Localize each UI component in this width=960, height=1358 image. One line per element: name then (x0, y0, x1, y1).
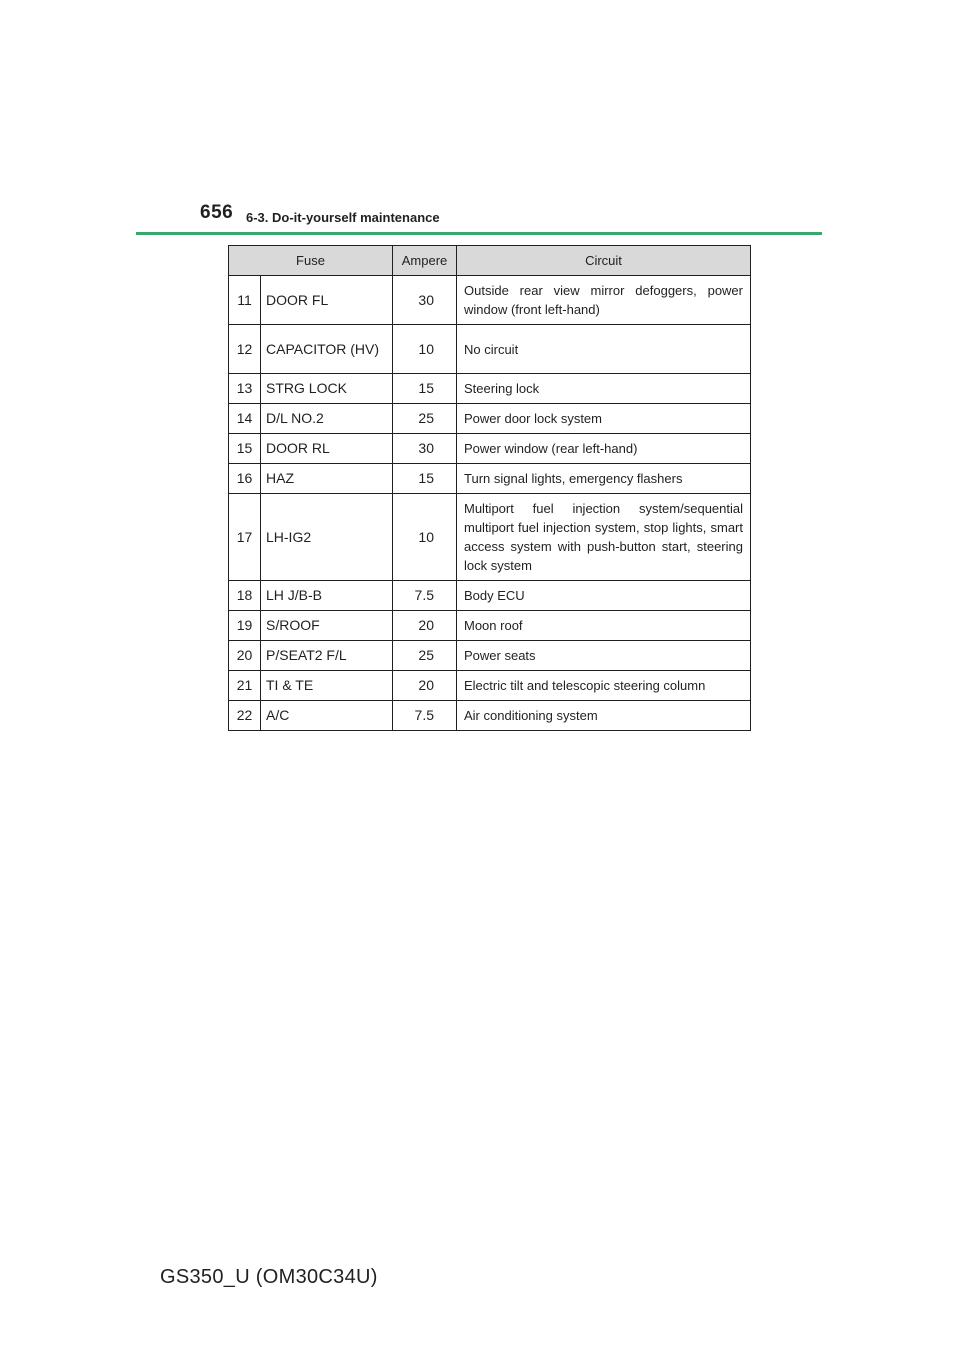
fuse-circuit: Steering lock (457, 374, 751, 404)
fuse-ampere: 7.5 (393, 701, 457, 731)
fuse-ampere: 25 (393, 641, 457, 671)
table-row (229, 276, 751, 325)
fuse-number: 19 (229, 611, 261, 641)
fuse-name: LH-IG2 (261, 494, 393, 581)
fuse-table (228, 245, 751, 731)
fuse-circuit: Air conditioning system (457, 701, 751, 731)
fuse-name: LH J/B-B (261, 581, 393, 611)
fuse-circuit: Turn signal lights, emergency flashers (457, 464, 751, 494)
fuse-circuit: Multiport fuel injection system/sequential multiport fuel injection system, stop lights, smart access system with push-button start, steering lock system (457, 494, 751, 581)
fuse-circuit: Power door lock system (457, 404, 751, 434)
table-row (229, 611, 751, 641)
table-row (229, 325, 751, 374)
table-row (229, 374, 751, 404)
fuse-number: 15 (229, 434, 261, 464)
fuse-number: 14 (229, 404, 261, 434)
table-row (229, 701, 751, 731)
table-row (229, 404, 751, 434)
fuse-name: DOOR FL (261, 276, 393, 325)
table-row (229, 671, 751, 701)
fuse-ampere: 30 (393, 434, 457, 464)
footer-model-code: GS350_U (OM30C34U) (160, 1266, 378, 1288)
column-header-ampere: Ampere (393, 246, 457, 276)
fuse-name: HAZ (261, 464, 393, 494)
fuse-number: 18 (229, 581, 261, 611)
fuse-number: 13 (229, 374, 261, 404)
table-row (229, 464, 751, 494)
header-divider (136, 232, 822, 235)
fuse-name: TI & TE (261, 671, 393, 701)
fuse-number: 12 (229, 325, 261, 374)
fuse-circuit: Power seats (457, 641, 751, 671)
fuse-number: 22 (229, 701, 261, 731)
fuse-circuit: Body ECU (457, 581, 751, 611)
fuse-circuit: Electric tilt and telescopic steering column (457, 671, 751, 701)
section-title: 6-3. Do-it-yourself maintenance (246, 210, 440, 225)
fuse-number: 16 (229, 464, 261, 494)
fuse-name: STRG LOCK (261, 374, 393, 404)
fuse-number: 17 (229, 494, 261, 581)
fuse-number: 11 (229, 276, 261, 325)
page-number: 656 (200, 202, 234, 223)
fuse-name: A/C (261, 701, 393, 731)
table-row (229, 434, 751, 464)
fuse-name: DOOR RL (261, 434, 393, 464)
fuse-number: 21 (229, 671, 261, 701)
fuse-name: CAPACITOR (HV) (261, 325, 393, 374)
fuse-name: P/SEAT2 F/L (261, 641, 393, 671)
fuse-ampere: 20 (393, 671, 457, 701)
fuse-circuit: No circuit (457, 325, 751, 374)
fuse-name: S/ROOF (261, 611, 393, 641)
fuse-circuit: Power window (rear left-hand) (457, 434, 751, 464)
fuse-number: 20 (229, 641, 261, 671)
fuse-ampere: 25 (393, 404, 457, 434)
fuse-ampere: 7.5 (393, 581, 457, 611)
fuse-circuit: Moon roof (457, 611, 751, 641)
fuse-ampere: 15 (393, 464, 457, 494)
fuse-name: D/L NO.2 (261, 404, 393, 434)
fuse-ampere: 20 (393, 611, 457, 641)
fuse-ampere: 10 (393, 325, 457, 374)
fuse-ampere: 30 (393, 276, 457, 325)
column-header-circuit: Circuit (457, 246, 751, 276)
column-header-fuse: Fuse (229, 246, 393, 276)
table-row (229, 494, 751, 581)
table-row (229, 581, 751, 611)
fuse-circuit: Outside rear view mirror defoggers, power window (front left-hand) (457, 276, 751, 325)
fuse-ampere: 10 (393, 494, 457, 581)
fuse-ampere: 15 (393, 374, 457, 404)
table-row (229, 641, 751, 671)
table-header-row (229, 246, 751, 276)
